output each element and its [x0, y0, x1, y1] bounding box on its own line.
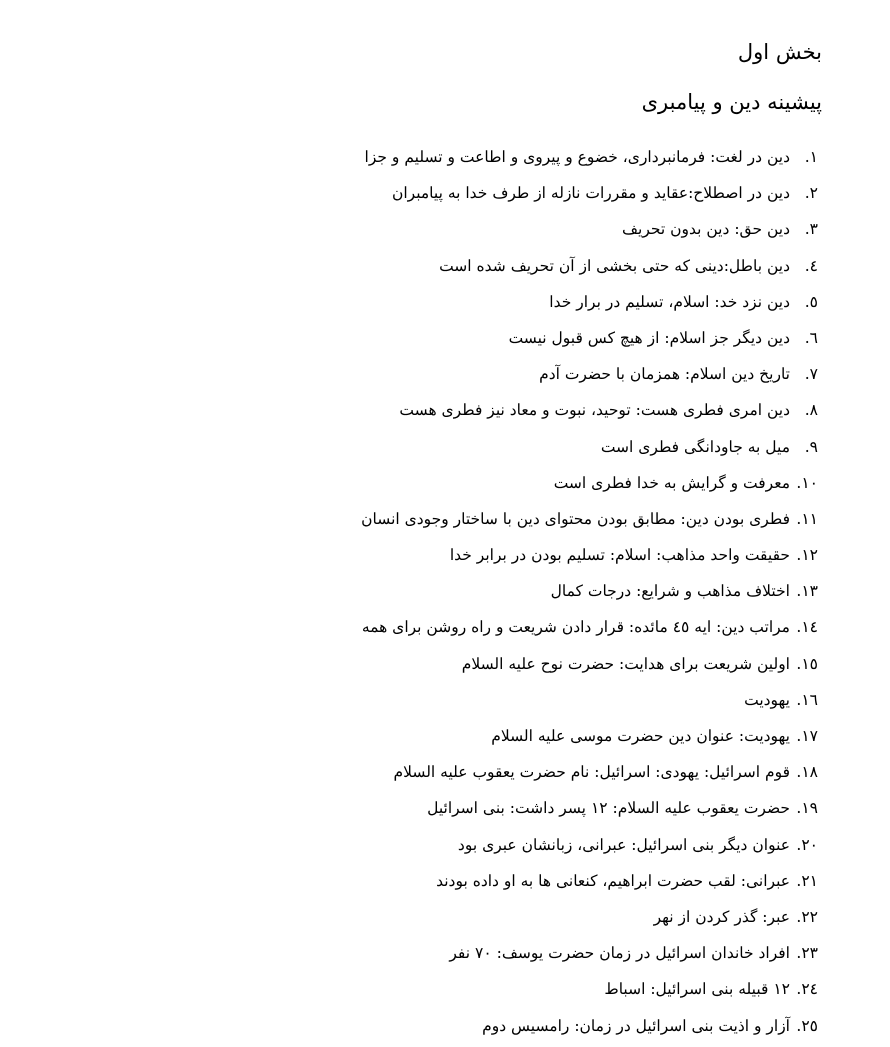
- list-item: [361, 866, 818, 902]
- list-item: [361, 757, 818, 793]
- list-item: [361, 974, 818, 1010]
- list-item: [361, 395, 818, 431]
- item-number: ٦.: [804, 328, 818, 347]
- item-number: ٢٤.: [796, 980, 818, 999]
- item-number: ٢٥.: [796, 1016, 818, 1035]
- list-item: [361, 721, 818, 757]
- chapter-title: پیشینه دین و پیامبری: [641, 90, 822, 114]
- item-text: دین امری فطری هست: توحید، نبوت و معاد نیز فطری هست: [399, 401, 790, 420]
- item-number: ١٨.: [796, 763, 818, 782]
- item-text: عبر: گذر کردن از نهر: [653, 907, 790, 926]
- list-item: [361, 938, 818, 974]
- item-text: دین در لغت: فرمانبرداری، خضوع و پیروی و اطاعت و تسلیم و جزا: [364, 148, 790, 166]
- item-text: قوم اسرائیل: یهودی: اسرائیل: نام حضرت یعقوب علیه السلام: [393, 763, 790, 782]
- list-item: [361, 1011, 818, 1047]
- list-item: [361, 649, 818, 685]
- list-item: [361, 359, 818, 395]
- list-item: [361, 468, 818, 504]
- item-number: ١٣.: [796, 582, 818, 601]
- list-item: [361, 251, 818, 287]
- item-number: ١٤.: [796, 618, 818, 637]
- part-title: بخش اول: [737, 40, 822, 64]
- item-number: ١٢.: [796, 546, 818, 565]
- item-text: اولین شریعت برای هدایت: حضرت نوح علیه السلام: [461, 654, 790, 673]
- item-number: ١٥.: [796, 654, 818, 673]
- item-text: دین در اصطلاح:عقاید و مقررات نازله از طرف خدا به پیامبران: [391, 184, 790, 203]
- item-text: یهودیت: [744, 690, 790, 709]
- item-number: ٢٢.: [796, 907, 818, 926]
- item-number: ٩.: [804, 437, 818, 456]
- item-text: دین دیگر جز اسلام: از هیچ کس قبول نیست: [508, 328, 790, 347]
- list-item: [361, 432, 818, 468]
- item-number: ١.: [804, 148, 818, 166]
- item-text: اختلاف مذاهب و شرایع: درجات کمال: [550, 582, 790, 601]
- list-item: [361, 576, 818, 612]
- list-item: [361, 142, 818, 178]
- item-text: عبرانی: لقب حضرت ابراهیم، کنعانی ها به او داده بودند: [436, 871, 790, 890]
- item-number: ٨.: [804, 401, 818, 420]
- list-item: [361, 830, 818, 866]
- list-item: [361, 178, 818, 214]
- item-text: یهودیت: عنوان دین حضرت موسی علیه السلام: [491, 727, 790, 745]
- item-text: دین باطل:دینی که حتی بخشی از آن تحریف شده است: [439, 256, 790, 275]
- numbered-list: [361, 142, 818, 1047]
- list-item: [361, 287, 818, 323]
- item-number: ١٠.: [796, 473, 818, 492]
- item-text: معرفت و گرایش به خدا فطری است: [553, 473, 790, 492]
- list-item: [361, 540, 818, 576]
- item-number: ٤.: [804, 256, 818, 275]
- item-number: ٧.: [804, 365, 818, 384]
- item-text: مراتب دین: ایه ٤٥ مائده: قرار دادن شریعت و راه روشن برای همه: [361, 618, 790, 637]
- item-number: ١٩.: [796, 799, 818, 818]
- list-item: [361, 323, 818, 359]
- item-text: افراد خاندان اسرائیل در زمان حضرت یوسف: ٧٠ نفر: [449, 944, 790, 963]
- item-text: دین حق: دین بدون تحریف: [621, 220, 790, 239]
- list-item: [361, 612, 818, 648]
- item-number: ٢.: [804, 184, 818, 203]
- item-text: آزار و اذیت بنی اسرائیل در زمان: رامسیس دوم: [482, 1016, 790, 1035]
- item-text: حضرت یعقوب علیه السلام: ١٢ پسر داشت: بنی اسرائیل: [427, 799, 790, 818]
- list-item: [361, 793, 818, 829]
- item-text: ١٢ قبیله بنی اسرائیل: اسباط: [604, 980, 790, 999]
- item-number: ١١.: [796, 509, 818, 528]
- item-text: تاریخ دین اسلام: همزمان با حضرت آدم: [539, 365, 790, 384]
- item-number: ٢١.: [796, 871, 818, 890]
- list-item: [361, 214, 818, 250]
- item-text: حقیقت واحد مذاهب: اسلام: تسلیم بودن در برابر خدا: [449, 546, 790, 565]
- list-item: [361, 902, 818, 938]
- item-number: ٢٣.: [796, 944, 818, 963]
- item-number: ١٦.: [796, 690, 818, 709]
- item-text: فطری بودن دین: مطابق بودن محتوای دین با ساختار وجودی انسان: [361, 509, 790, 528]
- item-text: عنوان دیگر بنی اسرائیل: عبرانی، زبانشان عبری بود: [457, 835, 790, 854]
- list-item: [361, 504, 818, 540]
- item-text: میل به جاودانگی فطری است: [600, 437, 790, 456]
- item-number: ٢٠.: [796, 835, 818, 854]
- item-number: ٥.: [804, 292, 818, 311]
- item-number: ٣.: [804, 220, 818, 239]
- item-text: دین نزد خد: اسلام، تسلیم در برار خدا: [549, 292, 790, 311]
- list-item: [361, 685, 818, 721]
- item-number: ١٧.: [796, 727, 818, 745]
